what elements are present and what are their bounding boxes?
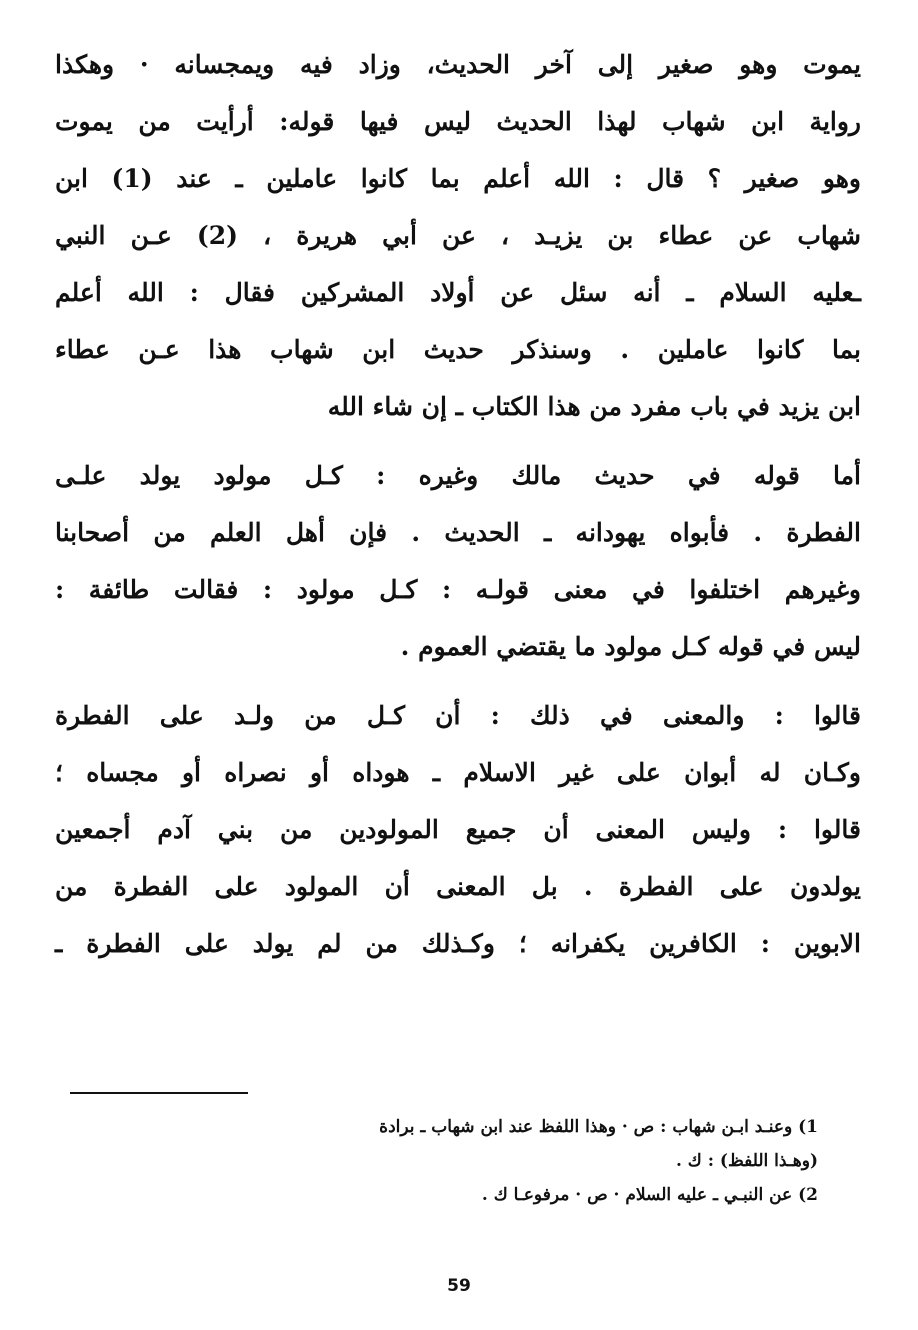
paragraph-3 — [55, 687, 861, 972]
footnotes — [86, 1110, 818, 1212]
footnote-line: 1) وعنـد ابـن شهاب : ص · وهذا اللفظ عند ابن شهاب ـ برادة — [379, 1117, 818, 1137]
text-line: بما كانوا عاملين . وسنذكر حديث ابن شهاب هذا عـن عطاء — [55, 335, 861, 364]
text-line: وغيرهم اختلفوا في معنى قولـه : كـل مولود : فقالت طائفة : — [55, 575, 861, 604]
text-line: الابوين : الكافرين يكفرانه ؛ وكـذلك من لم يولد على الفطرة ـ — [55, 929, 861, 958]
text-line: ـعليه السلام ـ أنه سئل عن أولاد المشركين فقال : الله أعلم — [55, 278, 861, 307]
text-line: يولدون على الفطرة . بل المعنى أن المولود على الفطرة من — [55, 872, 861, 901]
text-line: يموت وهو صغير إلى آخر الحديث، وزاد فيه ويمجسانه · وهكذا — [55, 50, 861, 79]
paragraph-1 — [55, 36, 861, 435]
text-line: وهو صغير ؟ قال : الله أعلم بما كانوا عاملين ـ عند (1) ابن — [55, 164, 861, 193]
footnote-line: 2) عن النبـي ـ عليه السلام · ص · مرفوعـا ك . — [481, 1185, 818, 1205]
main-text — [55, 36, 861, 972]
text-line: وكـان له أبوان على غير الاسلام ـ هوداه أو نصراه أو مجساه ؛ — [55, 758, 861, 787]
text-line: قالوا : والمعنى في ذلك : أن كـل من ولـد على الفطرة — [55, 701, 861, 730]
text-line: رواية ابن شهاب لهذا الحديث ليس فيها قوله: أرأيت من يموت — [55, 107, 861, 136]
text-line: ابن يزيد في باب مفرد من هذا الكتاب ـ إن شاء الله — [327, 392, 861, 421]
paragraph-2 — [55, 447, 861, 675]
text-line: أما قوله في حديث مالك وغيره : كـل مولود يولد علـى — [55, 461, 861, 490]
text-line: شهاب عن عطاء بن يزيـد ، عن أبي هريرة ، (2) عـن النبي — [55, 221, 861, 250]
text-line: ليس في قوله كـل مولود ما يقتضي العموم . — [400, 632, 861, 661]
text-line: الفطرة . فأبواه يهودانه ـ الحديث . فإن أهل العلم من أصحابنا — [55, 518, 861, 547]
page-number: 59 — [447, 1276, 471, 1296]
footnote-divider — [70, 1092, 248, 1094]
text-line: قالوا : وليس المعنى أن جميع المولودين من بني آدم أجمعين — [55, 815, 861, 844]
footnote-line: (وهـذا اللفظ) : ك . — [675, 1151, 818, 1171]
